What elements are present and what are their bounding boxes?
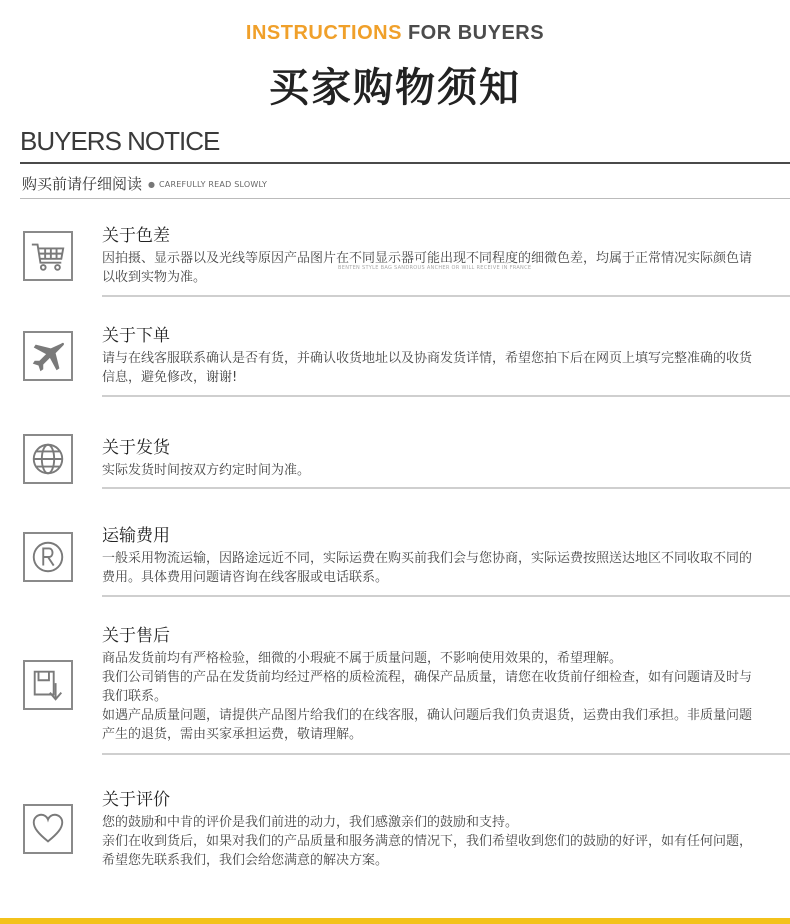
registered-icon — [23, 532, 73, 582]
section-body-order — [102, 349, 752, 387]
header-english-part1: INSTRUCTIONS — [245, 22, 402, 44]
watermark-text: BENTEN STYLE BAG SANDROUS ANCHER OR WILL RECEIVE IN FRANCE — [338, 265, 532, 271]
section-body-aftersales — [102, 649, 752, 744]
section-title-order: 关于下单 — [102, 326, 170, 346]
header-english-title — [0, 22, 790, 45]
subtitle-english: CAREFULLY READ SLOWLY — [159, 180, 268, 189]
bullet-dot-icon: ● — [148, 180, 155, 189]
section-divider — [102, 395, 790, 397]
paragraph: 您的鼓励和中肯的评价是我们前进的动力，我们感激亲们的鼓励和支持。 — [102, 815, 519, 830]
airplane-icon — [23, 331, 73, 381]
globe-icon — [23, 434, 73, 484]
section-title-aftersales: 关于售后 — [102, 626, 170, 646]
paragraph: 一般采用物流运输，因路途远近不同，实际运费在购买前我们会与您协商，实际运费按照送达地区不同收取不同的费用。具体费用问题请咨询在线客服或电话联系。 — [102, 551, 753, 585]
paragraph: 我们公司销售的产品在发货前均经过严格的质检流程，确保产品质量，请您在收货前仔细检查，如有问题请及时与我们联系。 — [102, 670, 753, 704]
section-divider — [102, 295, 790, 297]
bottom-accent-bar — [0, 918, 790, 924]
heart-icon — [23, 804, 73, 854]
paragraph: 亲们在收到货后，如果对我们的产品质量和服务满意的情况下，我们希望收到您们的鼓励的好评，如有任何问题，希望您先联系我们，我们会给您满意的解决方案。 — [102, 834, 753, 868]
subtitle — [22, 173, 267, 194]
section-body-freight — [102, 549, 752, 587]
section-divider — [102, 487, 790, 489]
section-body-shipping — [102, 461, 752, 480]
section-divider — [102, 595, 790, 597]
paragraph: 如遇产品质量问题，请提供产品图片给我们的在线客服，确认问题后我们负责退货，运费由我们承担。非质量问题产生的退货，需由买家承担运费，敬请理解。 — [102, 708, 753, 742]
header-english-part2: FOR BUYERS — [407, 22, 545, 44]
heading-divider — [20, 162, 790, 164]
shopping-cart-icon — [23, 231, 73, 281]
section-title-shipping: 关于发货 — [102, 438, 170, 458]
paragraph: 实际发货时间按双方约定时间为准。 — [102, 463, 311, 478]
return-box-icon — [23, 660, 73, 710]
paragraph: 因拍摄、显示器以及光线等原因产品图片在不同显示器可能出现不同程度的细微色差，均属于正常情况实际颜色请以收到实物为准。 — [102, 251, 753, 285]
paragraph: 请与在线客服联系确认是否有货，并确认收货地址以及协商发货详情，希望您拍下后在网页上填写完整准确的收货信息，避免修改，谢谢! — [102, 351, 753, 385]
header-chinese-title: 买家购物须知 — [269, 65, 521, 111]
section-title-reviews: 关于评价 — [102, 790, 170, 810]
section-title-freight: 运输费用 — [102, 526, 170, 546]
section-divider — [102, 753, 790, 755]
subtitle-chinese: 购买前请仔细阅读 — [22, 175, 143, 193]
subtitle-divider — [20, 198, 790, 199]
section-title-color: 关于色差 — [102, 226, 170, 246]
buyers-notice-heading: BUYERS NOTICE — [20, 126, 220, 156]
paragraph: 商品发货前均有严格检验，细微的小瑕疵不属于质量问题，不影响使用效果的，希望理解。 — [102, 651, 623, 666]
section-body-reviews — [102, 813, 752, 870]
